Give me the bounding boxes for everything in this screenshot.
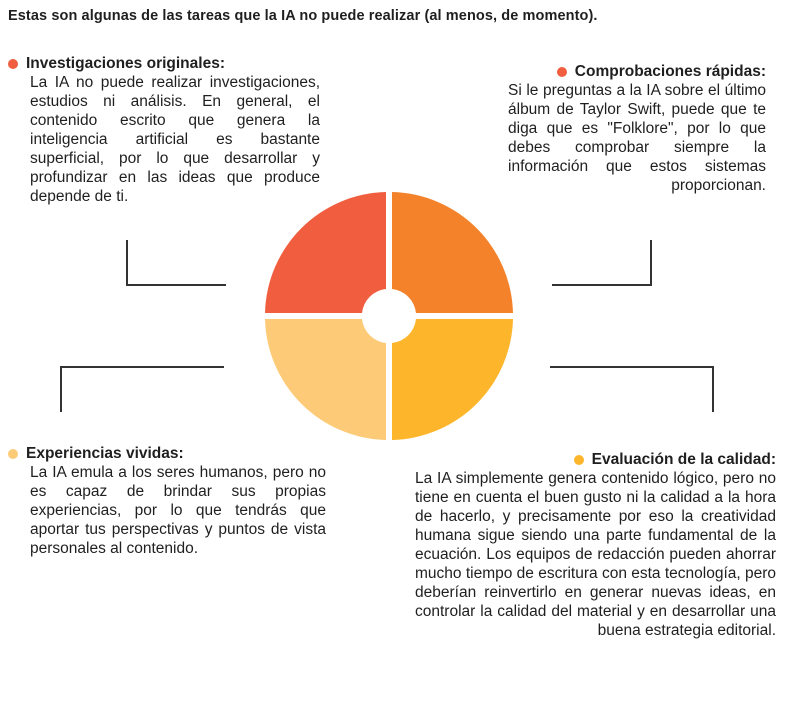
item-text: La IA no puede realizar investigaciones, estudios ni análisis. En general, el contenido escrito que genera la inteligencia artificial es bastante superficial, por lo que desarrollar y profundizar en las ideas que produce depende de ti. <box>30 74 320 205</box>
item-text: Si le preguntas a la IA sobre el último álbum de Taylor Swift, puede que te diga que es "Folklore", por lo que debes comprobar siempre la información que estos sistemas proporcionan. <box>508 82 766 194</box>
bullet-dot-icon <box>574 455 584 465</box>
item-heading: Evaluación de la calidad: <box>591 451 776 468</box>
item-investigaciones-originales <box>8 54 320 206</box>
quadrant-top-left <box>265 192 386 313</box>
item-heading: Experiencias vividas: <box>26 445 184 462</box>
quadrant-top-right <box>392 192 513 313</box>
connector-top-right <box>552 240 651 285</box>
item-heading: Investigaciones originales: <box>26 55 225 72</box>
item-text: La IA emula a los seres humanos, pero no es capaz de brindar sus propias experiencias, por lo que tendrás que aportar tus perspectivas y puntos de vista personales al contenido. <box>30 464 326 557</box>
bullet-dot-icon <box>8 449 18 459</box>
connector-bottom-left <box>61 367 224 412</box>
quadrant-bottom-left <box>265 319 386 440</box>
item-evaluacion-calidad <box>415 450 776 640</box>
quadrant-bottom-right <box>392 319 513 440</box>
page-title: Estas son algunas de las tareas que la IA no puede realizar (al menos, de momento). <box>8 8 598 24</box>
bullet-dot-icon <box>8 59 18 69</box>
connector-top-left <box>127 240 226 285</box>
item-experiencias-vividas <box>8 444 326 558</box>
item-text: La IA simplemente genera contenido lógico, pero no tiene en cuenta el buen gusto ni la calidad a la hora de hacerlo, y precisamente por eso la creatividad humana sigue siendo una parte fundamental de la ecuación. Los equipos de redacción pueden ahorrar mucho tiempo de escritura con esta tecnología, pero deberían reinvertirlo en generar nuevas ideas, en controlar la calidad del material y en desarrollar una buena estrategia editorial. <box>415 470 777 639</box>
connector-bottom-right <box>550 367 713 412</box>
bullet-dot-icon <box>557 67 567 77</box>
item-comprobaciones-rapidas <box>508 62 766 195</box>
item-heading: Comprobaciones rápidas: <box>574 63 766 80</box>
